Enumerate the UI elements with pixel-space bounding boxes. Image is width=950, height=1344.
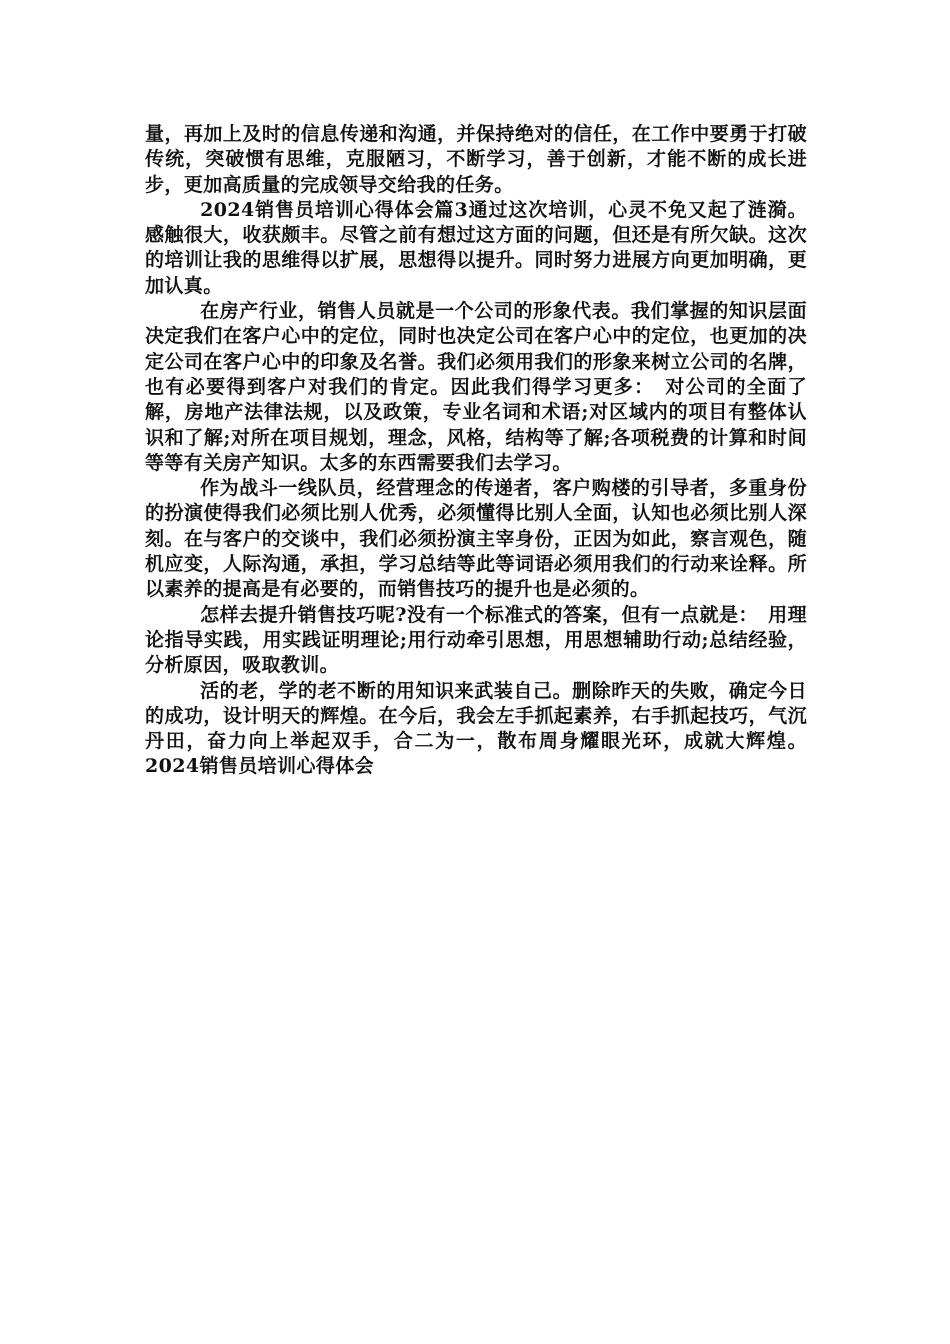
paragraph: 2024销售员培训心得体会篇3通过这次培训，心灵不免又起了涟漪。感触很大，收获颇丰。尽管之前有想过这方面的问题，但还是有所欠缺。这次的培训让我的思维得以扩展，思想得以提升。同时努力进展方向更加明确，更加认真。 (145, 198, 807, 297)
paragraph: 活的老，学的老不断的用知识来武装自己。删除昨天的失败，确定今日的成功，设计明天的辉煌。在今后，我会左手抓起素养，右手抓起技巧，气沉丹田，奋力向上举起双手，合二为一，散布周身耀眼光环，成就大辉煌。2024销售员培训心得体会 (145, 679, 807, 778)
paragraph: 量，再加上及时的信息传递和沟通，并保持绝对的信任，在工作中要勇于打破传统，突破惯有思维，克服陋习，不断学习，善于创新，才能不断的成长进步，更加高质量的完成领导交给我的任务。 (145, 123, 807, 196)
paragraph: 作为战斗一线队员，经营理念的传递者，客户购楼的引导者，多重身份的扮演使得我们必须比别人优秀，必须懂得比别人全面，认知也必须比别人深刻。在与客户的交谈中，我们必须扮演主宰身份，正因为如此，察言观色，随机应变，人际沟通，承担，学习总结等此等词语必须用我们的行动来诠释。所以素养的提高是有必要的，而销售技巧的提升也是必须的。 (145, 477, 807, 601)
paragraph: 怎样去提升销售技巧呢?没有一个标准式的答案，但有一点就是： 用理论指导实践，用实践证明理论;用行动牵引思想，用思想辅助行动;总结经验，分析原因，吸取教训。 (145, 603, 807, 677)
document-body (145, 122, 807, 780)
paragraph: 在房产行业，销售人员就是一个公司的形象代表。我们掌握的知识层面决定我们在客户心中的定位，同时也决定公司在客户心中的定位，也更加的决定公司在客户心中的印象及名誉。我们必须用我们的形象来树立公司的名牌，也有必要得到客户对我们的肯定。因此我们得学习更多： 对公司的全面了解，房地产法律法规，以及政策，专业名词和术语;对区域内的项目有整体认识和了解;对所在项目规划，理念，风格，结构等了解;各项税费的计算和时间等等有关房产知识。太多的东西需要我们去学习。 (145, 300, 807, 474)
